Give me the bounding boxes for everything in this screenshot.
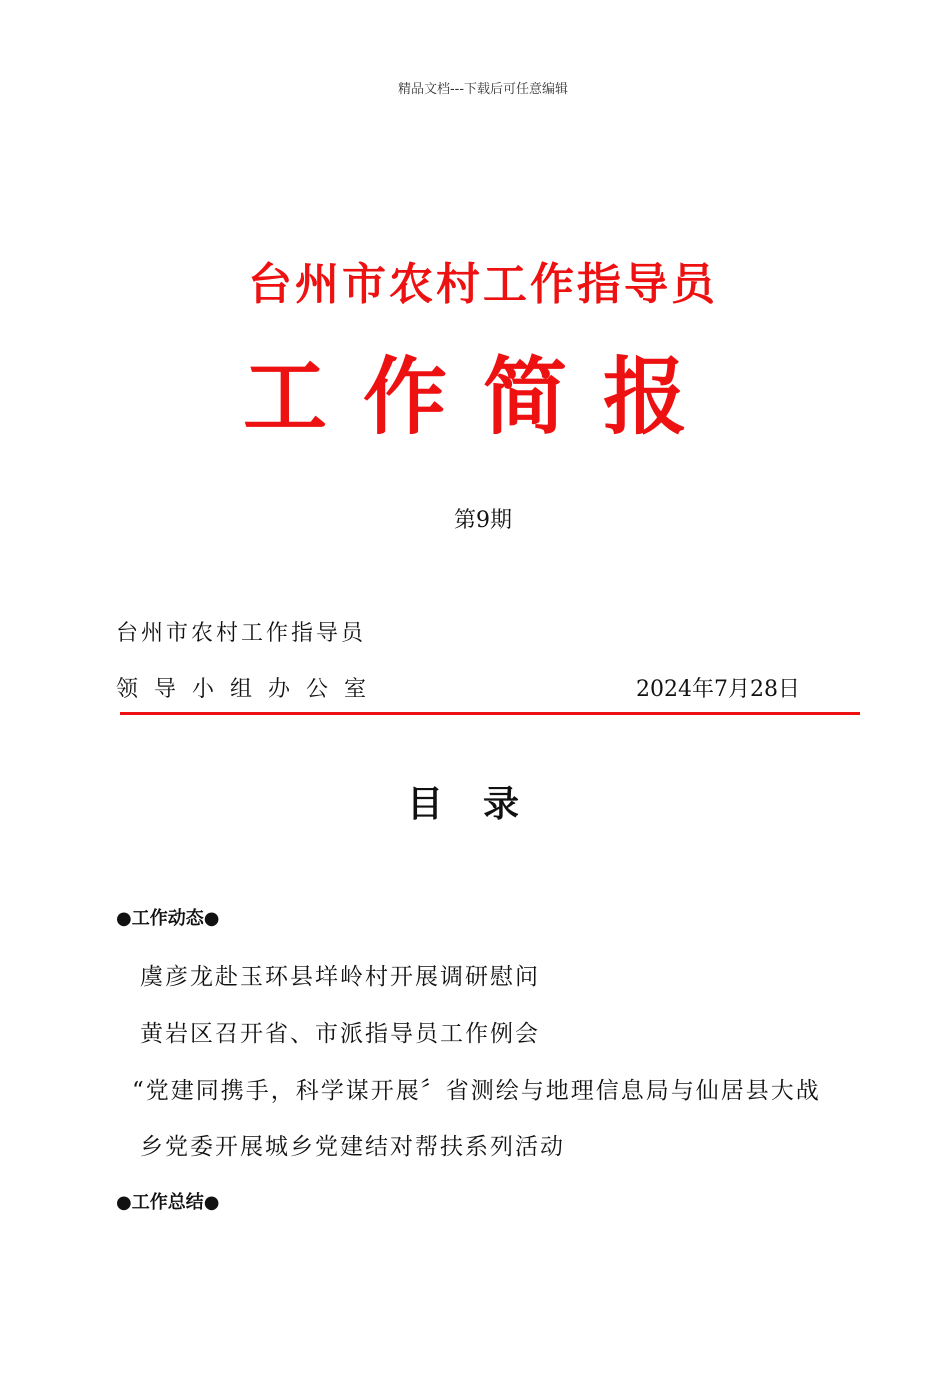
toc-section-work-news: ●工作动态● [116,908,220,929]
red-divider [120,712,860,715]
issue-date: 2024年7月28日 [636,677,800,702]
toc-item: “党建同携手，科学谋开展〞省测绘与地理信息局与仙居县大战 [132,1078,821,1104]
toc-section-work-summary: ●工作总结● [116,1192,220,1213]
toc-item: 乡党委开展城乡党建结对帮扶系列活动 [140,1134,565,1160]
header-note: 精品文档---下载后可任意编辑 [397,82,569,97]
toc-item: 虞彦龙赴玉环县垟岭村开展调研慰问 [140,964,540,990]
issuer-line-1: 台州市农村工作指导员 [116,621,367,646]
report-subtitle: 工作简报 [242,348,723,446]
toc-item: 黄岩区召开省、市派指导员工作例会 [140,1021,540,1047]
report-title: 台州市农村工作指导员 [248,259,718,310]
issuer-line-2: 领导小组办公室 [116,677,383,702]
toc-heading: 目录 [406,783,559,825]
issue-number: 第9期 [454,508,512,533]
